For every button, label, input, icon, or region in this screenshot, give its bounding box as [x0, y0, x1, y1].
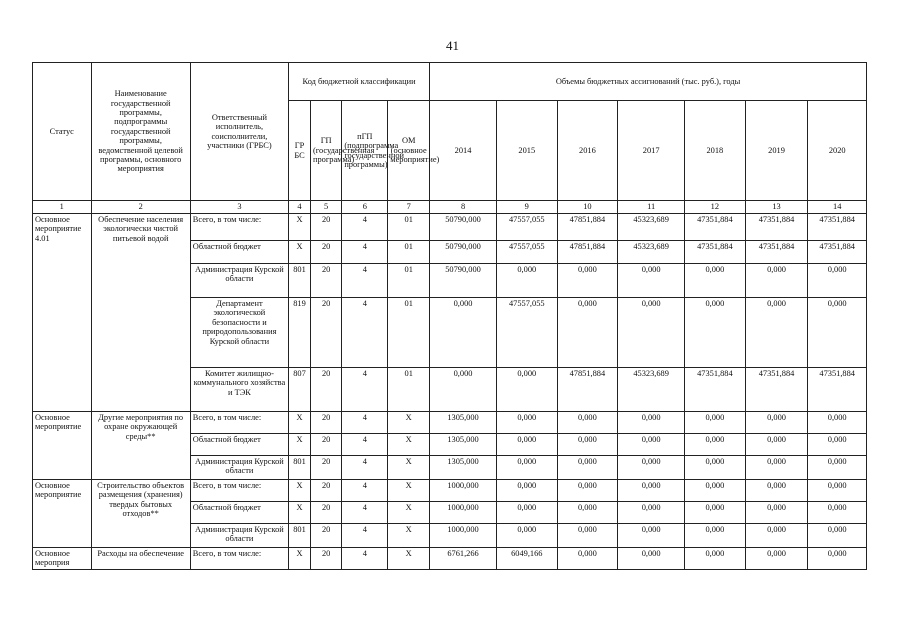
status-cell: Основное мероприятие 4.01 — [33, 214, 92, 412]
table-row — [33, 214, 867, 241]
om-cell: X — [388, 524, 430, 548]
grbs-cell: 819 — [289, 298, 311, 368]
pgp-cell: 4 — [342, 548, 388, 570]
value-cell: 0,000 — [496, 524, 557, 548]
value-cell: 6049,166 — [496, 548, 557, 570]
value-cell: 0,000 — [685, 412, 746, 434]
column-number: 6 — [342, 201, 388, 214]
om-cell: X — [388, 434, 430, 456]
status-cell: Основное мероприятие — [33, 480, 92, 548]
grbs-cell: X — [289, 502, 311, 524]
table-row — [33, 480, 867, 502]
status-cell: Основное мероприятие — [33, 412, 92, 480]
pgp-cell: 4 — [342, 214, 388, 241]
header-code-gp: ГП (государственная программа) — [310, 101, 341, 201]
value-cell: 0,000 — [430, 368, 497, 412]
om-cell: X — [388, 480, 430, 502]
value-cell: 0,000 — [745, 502, 808, 524]
column-number: 1 — [33, 201, 92, 214]
pgp-cell: 4 — [342, 456, 388, 480]
value-cell: 47557,055 — [496, 214, 557, 241]
value-cell: 0,000 — [808, 298, 867, 368]
header-year: 2018 — [685, 101, 746, 201]
responsible-cell: Администрация Курской области — [190, 524, 288, 548]
value-cell: 0,000 — [496, 480, 557, 502]
column-number: 3 — [190, 201, 288, 214]
value-cell: 47851,884 — [557, 214, 618, 241]
responsible-cell: Областной бюджет — [190, 241, 288, 264]
measure-name-cell: Расходы на обеспечение — [91, 548, 190, 570]
value-cell: 45323,689 — [618, 241, 685, 264]
value-cell: 0,000 — [745, 548, 808, 570]
header-status: Статус — [33, 63, 92, 201]
value-cell: 0,000 — [496, 502, 557, 524]
value-cell: 47351,884 — [685, 368, 746, 412]
value-cell: 0,000 — [745, 456, 808, 480]
value-cell: 0,000 — [496, 434, 557, 456]
value-cell: 0,000 — [685, 480, 746, 502]
responsible-cell: Всего, в том числе: — [190, 480, 288, 502]
responsible-cell: Комитет жилищно-коммунального хозяйства и ТЭК — [190, 368, 288, 412]
om-cell: X — [388, 412, 430, 434]
column-number: 5 — [310, 201, 341, 214]
header-responsible: Ответственный исполнитель, соисполнители, участники (ГРБС) — [190, 63, 288, 201]
value-cell: 47851,884 — [557, 368, 618, 412]
value-cell: 0,000 — [808, 480, 867, 502]
value-cell: 47351,884 — [745, 368, 808, 412]
om-cell: X — [388, 502, 430, 524]
value-cell: 0,000 — [557, 434, 618, 456]
value-cell: 0,000 — [496, 456, 557, 480]
header-name: Наименование государственной программы, подпрограммы государственной программы, ведомственной целевой программы, основного мероприятия — [91, 63, 190, 201]
table-row — [33, 548, 867, 570]
column-number: 13 — [745, 201, 808, 214]
om-cell: X — [388, 548, 430, 570]
responsible-cell: Областной бюджет — [190, 434, 288, 456]
value-cell: 0,000 — [618, 298, 685, 368]
value-cell: 47351,884 — [745, 241, 808, 264]
value-cell: 0,000 — [618, 502, 685, 524]
measure-name-cell: Другие мероприятия по охране окружающей среды** — [91, 412, 190, 480]
value-cell: 0,000 — [618, 456, 685, 480]
pgp-cell: 4 — [342, 480, 388, 502]
value-cell: 0,000 — [745, 480, 808, 502]
value-cell: 0,000 — [496, 264, 557, 298]
column-number: 12 — [685, 201, 746, 214]
grbs-cell: 801 — [289, 264, 311, 298]
value-cell: 0,000 — [685, 456, 746, 480]
gp-cell: 20 — [310, 214, 341, 241]
value-cell: 1305,000 — [430, 412, 497, 434]
gp-cell: 20 — [310, 480, 341, 502]
value-cell: 0,000 — [618, 264, 685, 298]
grbs-cell: X — [289, 480, 311, 502]
header-year: 2014 — [430, 101, 497, 201]
value-cell: 47351,884 — [745, 214, 808, 241]
responsible-cell: Департамент экологической безопасности и природопользования Курской области — [190, 298, 288, 368]
header-code-grbs: ГР БС — [289, 101, 311, 201]
header-year: 2019 — [745, 101, 808, 201]
value-cell: 6761,266 — [430, 548, 497, 570]
grbs-cell: X — [289, 412, 311, 434]
om-cell: 01 — [388, 241, 430, 264]
grbs-cell: X — [289, 548, 311, 570]
value-cell: 0,000 — [745, 524, 808, 548]
value-cell: 45323,689 — [618, 214, 685, 241]
value-cell: 47351,884 — [808, 368, 867, 412]
grbs-cell: 807 — [289, 368, 311, 412]
value-cell: 0,000 — [618, 434, 685, 456]
value-cell: 0,000 — [430, 298, 497, 368]
responsible-cell: Всего, в том числе: — [190, 412, 288, 434]
value-cell: 47351,884 — [685, 241, 746, 264]
value-cell: 0,000 — [745, 434, 808, 456]
column-number: 2 — [91, 201, 190, 214]
header-volumes-group: Объемы бюджетных ассигнований (тыс. руб.), годы — [430, 63, 867, 101]
value-cell: 0,000 — [685, 502, 746, 524]
value-cell: 47557,055 — [496, 298, 557, 368]
value-cell: 0,000 — [557, 480, 618, 502]
column-number: 9 — [496, 201, 557, 214]
grbs-cell: X — [289, 434, 311, 456]
responsible-cell: Администрация Курской области — [190, 456, 288, 480]
value-cell: 0,000 — [557, 524, 618, 548]
grbs-cell: X — [289, 214, 311, 241]
grbs-cell: X — [289, 241, 311, 264]
value-cell: 0,000 — [808, 456, 867, 480]
value-cell: 1000,000 — [430, 480, 497, 502]
grbs-cell: 801 — [289, 456, 311, 480]
gp-cell: 20 — [310, 241, 341, 264]
pgp-cell: 4 — [342, 434, 388, 456]
om-cell: 01 — [388, 264, 430, 298]
pgp-cell: 4 — [342, 502, 388, 524]
gp-cell: 20 — [310, 412, 341, 434]
pgp-cell: 4 — [342, 368, 388, 412]
table-row — [33, 412, 867, 434]
column-number: 11 — [618, 201, 685, 214]
page-number: 41 — [446, 38, 459, 53]
value-cell: 0,000 — [745, 264, 808, 298]
value-cell: 47351,884 — [685, 214, 746, 241]
value-cell: 0,000 — [808, 502, 867, 524]
gp-cell: 20 — [310, 368, 341, 412]
value-cell: 0,000 — [808, 434, 867, 456]
responsible-cell: Всего, в том числе: — [190, 214, 288, 241]
value-cell: 0,000 — [685, 434, 746, 456]
gp-cell: 20 — [310, 524, 341, 548]
om-cell: X — [388, 456, 430, 480]
value-cell: 50790,000 — [430, 241, 497, 264]
gp-cell: 20 — [310, 264, 341, 298]
header-year: 2015 — [496, 101, 557, 201]
value-cell: 47851,884 — [557, 241, 618, 264]
value-cell: 0,000 — [808, 524, 867, 548]
value-cell: 0,000 — [557, 298, 618, 368]
value-cell: 0,000 — [808, 264, 867, 298]
value-cell: 0,000 — [557, 548, 618, 570]
om-cell: 01 — [388, 368, 430, 412]
column-number: 8 — [430, 201, 497, 214]
column-number: 4 — [289, 201, 311, 214]
pgp-cell: 4 — [342, 524, 388, 548]
column-number: 14 — [808, 201, 867, 214]
value-cell: 47557,055 — [496, 241, 557, 264]
value-cell: 50790,000 — [430, 264, 497, 298]
value-cell: 0,000 — [618, 548, 685, 570]
pgp-cell: 4 — [342, 264, 388, 298]
value-cell: 1305,000 — [430, 434, 497, 456]
header-year: 2017 — [618, 101, 685, 201]
pgp-cell: 4 — [342, 412, 388, 434]
value-cell: 0,000 — [557, 264, 618, 298]
om-cell: 01 — [388, 298, 430, 368]
value-cell: 0,000 — [745, 412, 808, 434]
value-cell: 0,000 — [745, 298, 808, 368]
value-cell: 0,000 — [808, 548, 867, 570]
gp-cell: 20 — [310, 434, 341, 456]
value-cell: 1000,000 — [430, 524, 497, 548]
gp-cell: 20 — [310, 298, 341, 368]
value-cell: 50790,000 — [430, 214, 497, 241]
value-cell: 0,000 — [808, 412, 867, 434]
measure-name-cell: Обеспечение населения экологически чистой питьевой водой — [91, 214, 190, 412]
pgp-cell: 4 — [342, 298, 388, 368]
budget-table — [32, 62, 867, 570]
value-cell: 0,000 — [496, 412, 557, 434]
value-cell: 0,000 — [618, 412, 685, 434]
header-code-group: Код бюджетной классификации — [289, 63, 430, 101]
responsible-cell: Всего, в том числе: — [190, 548, 288, 570]
header-year: 2020 — [808, 101, 867, 201]
gp-cell: 20 — [310, 502, 341, 524]
value-cell: 0,000 — [557, 502, 618, 524]
value-cell: 1000,000 — [430, 502, 497, 524]
pgp-cell: 4 — [342, 241, 388, 264]
value-cell: 0,000 — [557, 456, 618, 480]
gp-cell: 20 — [310, 456, 341, 480]
value-cell: 0,000 — [685, 264, 746, 298]
om-cell: 01 — [388, 214, 430, 241]
column-number-row — [33, 201, 867, 214]
value-cell: 0,000 — [618, 524, 685, 548]
measure-name-cell: Строительство объектов размещения (хранения) твердых бытовых отходов** — [91, 480, 190, 548]
value-cell: 1305,000 — [430, 456, 497, 480]
responsible-cell: Администрация Курской области — [190, 264, 288, 298]
responsible-cell: Областной бюджет — [190, 502, 288, 524]
column-number: 7 — [388, 201, 430, 214]
value-cell: 0,000 — [618, 480, 685, 502]
grbs-cell: 801 — [289, 524, 311, 548]
header-code-om: ОМ (основное мероприятие) — [388, 101, 430, 201]
column-number: 10 — [557, 201, 618, 214]
value-cell: 47351,884 — [808, 214, 867, 241]
value-cell: 0,000 — [685, 524, 746, 548]
header-year: 2016 — [557, 101, 618, 201]
value-cell: 0,000 — [496, 368, 557, 412]
status-cell: Основное мероприя — [33, 548, 92, 570]
value-cell: 0,000 — [557, 412, 618, 434]
value-cell: 0,000 — [685, 298, 746, 368]
value-cell: 47351,884 — [808, 241, 867, 264]
header-code-pgp: пГП (подпрограмма государственной программы) — [342, 101, 388, 201]
value-cell: 45323,689 — [618, 368, 685, 412]
gp-cell: 20 — [310, 548, 341, 570]
value-cell: 0,000 — [685, 548, 746, 570]
